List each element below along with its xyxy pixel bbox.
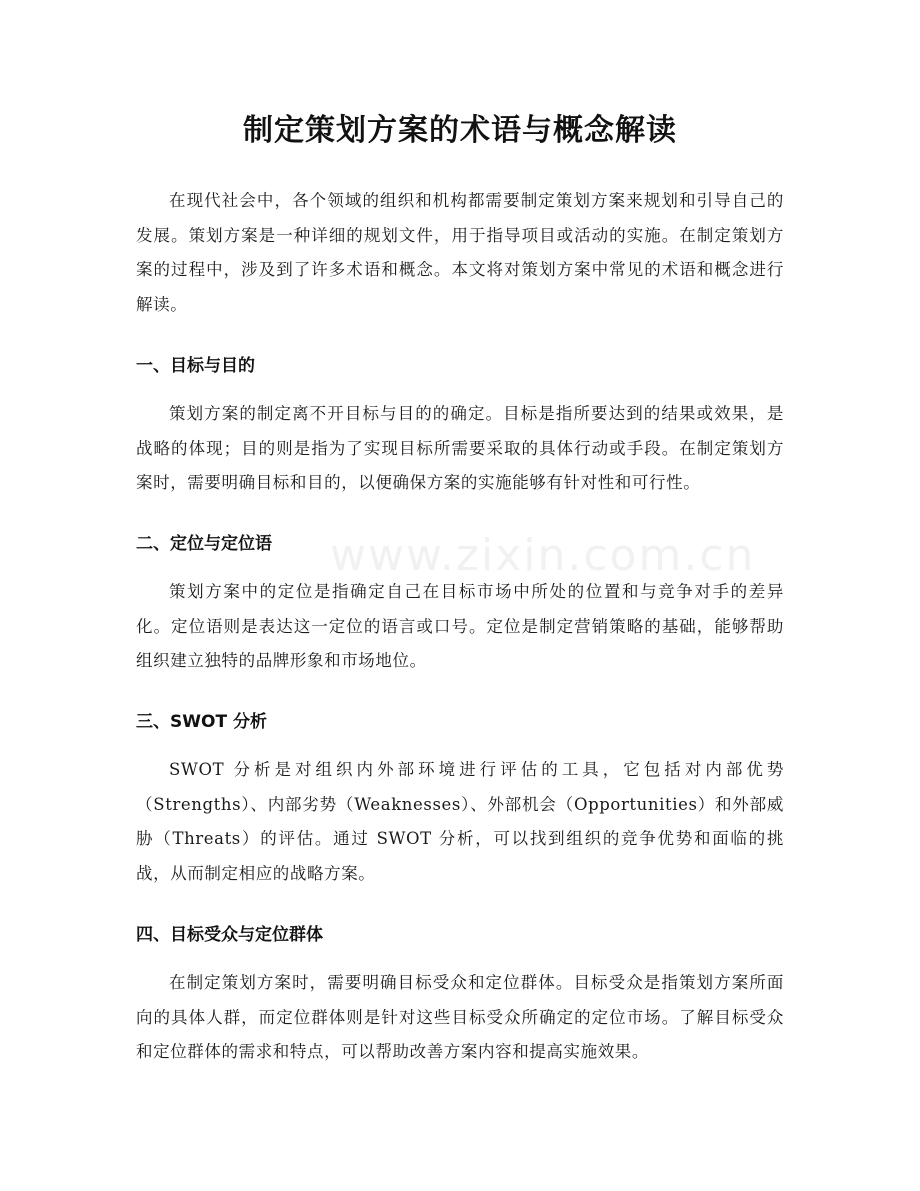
section-audience	[136, 918, 784, 1070]
watermark: www.zixin.com.cn	[330, 530, 756, 581]
section-goals	[136, 349, 784, 501]
section-paragraph: 策划方案的制定离不开目标与目的的确定。目标是指所要达到的结果或效果，是战略的体现；目的则是指为了实现目标所需要采取的具体行动或手段。在制定策划方案时，需要明确目标和目的，以便确保方案的实施能够有针对性和可行性。	[136, 403, 784, 493]
section-swot	[136, 705, 784, 892]
section-paragraph: SWOT 分析是对组织内外部环境进行评估的工具，它包括对内部优势（Strengths）、内部劣势（Weaknesses）、外部机会（Opportunities）和外部威胁（Threats）的评估。通过 SWOT 分析，可以找到组织的竞争优势和面临的挑战，从而制定相应的战略方案。	[136, 760, 784, 884]
section-heading: 一、目标与目的	[136, 355, 255, 376]
section-heading: 三、SWOT 分析	[136, 712, 267, 733]
section-heading: 四、目标受众与定位群体	[136, 924, 323, 945]
section-paragraph: 策划方案中的定位是指确定自己在目标市场中所处的位置和与竞争对手的差异化。定位语则是表达这一定位的语言或口号。定位是制定营销策略的基础，能够帮助组织建立独特的品牌形象和市场地位。	[136, 581, 784, 671]
intro-paragraph: 在现代社会中，各个领域的组织和机构都需要制定策划方案来规划和引导自己的发展。策划方案是一种详细的规划文件，用于指导项目或活动的实施。在制定策划方案的过程中，涉及到了许多术语和概念。本文将对策划方案中常见的术语和概念进行解读。	[136, 191, 784, 315]
document-title: 制定策划方案的术语与概念解读	[243, 113, 677, 148]
section-paragraph: 在制定策划方案时，需要明确目标受众和定位群体。目标受众是指策划方案所面向的具体人群，而定位群体则是针对这些目标受众所确定的定位市场。了解目标受众和定位群体的需求和特点，可以帮助改善方案内容和提高实施效果。	[136, 972, 784, 1062]
section-positioning	[136, 527, 784, 679]
section-heading: 二、定位与定位语	[136, 533, 272, 554]
document-page	[136, 100, 784, 1070]
